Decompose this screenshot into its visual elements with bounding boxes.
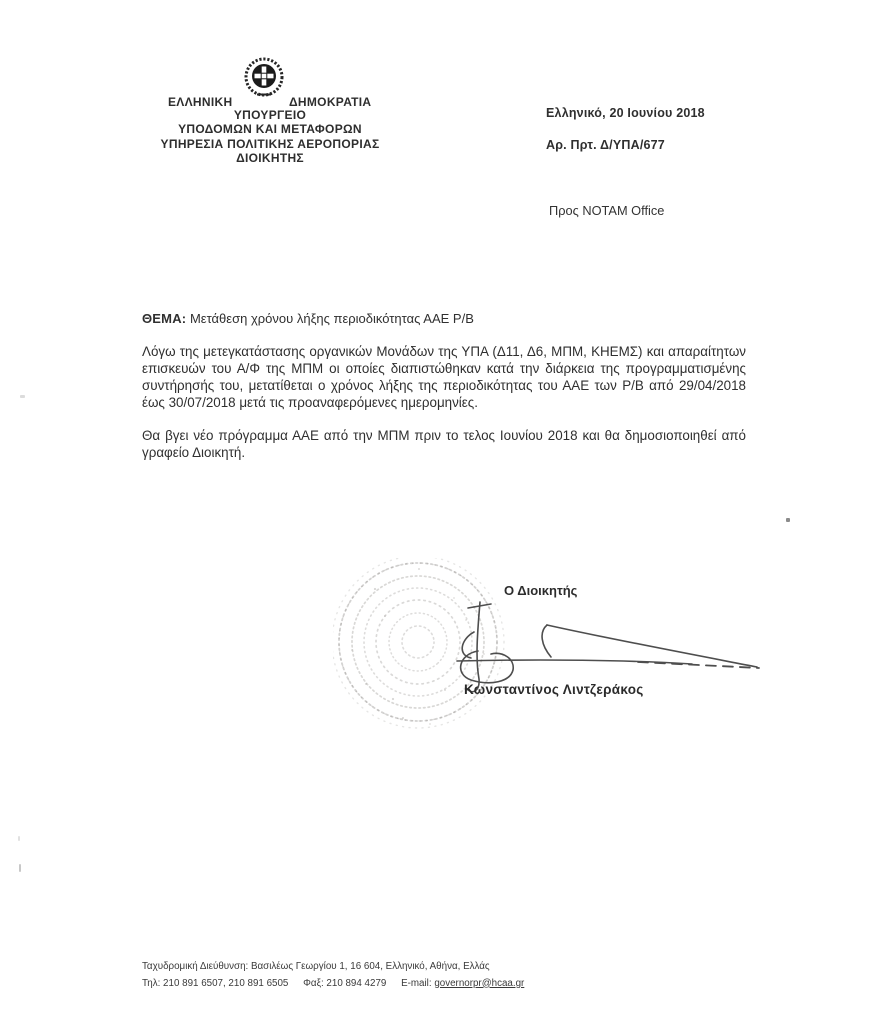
letterhead-republic-right: ΔΗΜΟΚΡΑΤΙΑ [289,95,372,109]
letterhead-line-service: ΥΠΗΡΕΣΙΑ ΠΟΛΙΤΙΚΗΣ ΑΕΡΟΠΟΡΙΑΣ [160,136,380,151]
subject-text: Μετάθεση χρόνου λήξης περιοδικότητας ΑΑΕ Ρ/Β [189,311,474,326]
signatory-name: Κωνσταντίνος Λιντζεράκος [464,682,644,697]
subject-line [142,311,474,326]
protocol-number: Αρ. Πρτ. Δ/ΥΠΑ/677 [546,138,665,152]
subject-label: ΘΕΜΑ: [142,311,187,326]
footer-contact-line [142,976,524,993]
recipient-line: Προς NOTAM Office [549,203,665,218]
letterhead-office-lines [119,108,421,166]
footer-address: Ταχυδρομική Διεύθυνση: Βασιλέως Γεωργίου 1, 16 604, Ελληνικό, Αθήνα, Ελλάς [142,961,490,972]
footer-email-label: E-mail: [401,977,432,989]
signatory-title: Ο Διοικητής [504,583,578,598]
scan-speck [20,395,25,398]
footer-contact-block [142,959,524,992]
letterhead-line-ministry: ΥΠΟΥΡΓΕΙΟ [233,108,307,122]
letterhead-republic-left: ΕΛΛΗΝΙΚΗ [168,95,233,109]
scan-speck [786,518,790,522]
footer-email: governorpr@hcaa.gr [434,977,525,989]
scan-speck [18,836,20,841]
footer-fax: Φαξ: 210 894 4279 [303,977,387,989]
footer-phone: Τηλ: 210 891 6507, 210 891 6505 [142,977,289,989]
body-paragraph-1: Λόγω της μετεγκατάστασης οργανικών Μονάδων της ΥΠΑ (Δ11, Δ6, ΜΠΜ, ΚΗΕΜΣ) και απαραίτητων επισκευών του Α/Φ της ΜΠΜ οι οποίες διαπιστώθηκαν κατά την διάρκεια της προγραμματισμένης συντήρησής του, μετατίθεται ο χρόνος λήξης της περιοδικότητας του ΑΑΕ των Ρ/Β από 29/04/2018 έως 30/07/2018 μετά τις προαναφερόμενες ημερομηνίες. [142,344,746,411]
letterhead-line-governor: ΔΙΟΙΚΗΤΗΣ [236,151,304,166]
body-paragraph-2: Θα βγει νέο πρόγραμμα ΑΑΕ από την ΜΠΜ πριν το τελος Ιουνίου 2018 και θα δημοσιοποιηθεί από γραφείο Διοικητή. [142,428,746,461]
place-and-date: Ελληνικό, 20 Ιουνίου 2018 [546,106,705,120]
greek-national-emblem-icon [241,56,287,98]
scan-speck [19,864,21,872]
letterhead-line-ministry2: ΥΠΟΔΟΜΩΝ ΚΑΙ ΜΕΤΑΦΟΡΩΝ [178,122,362,137]
